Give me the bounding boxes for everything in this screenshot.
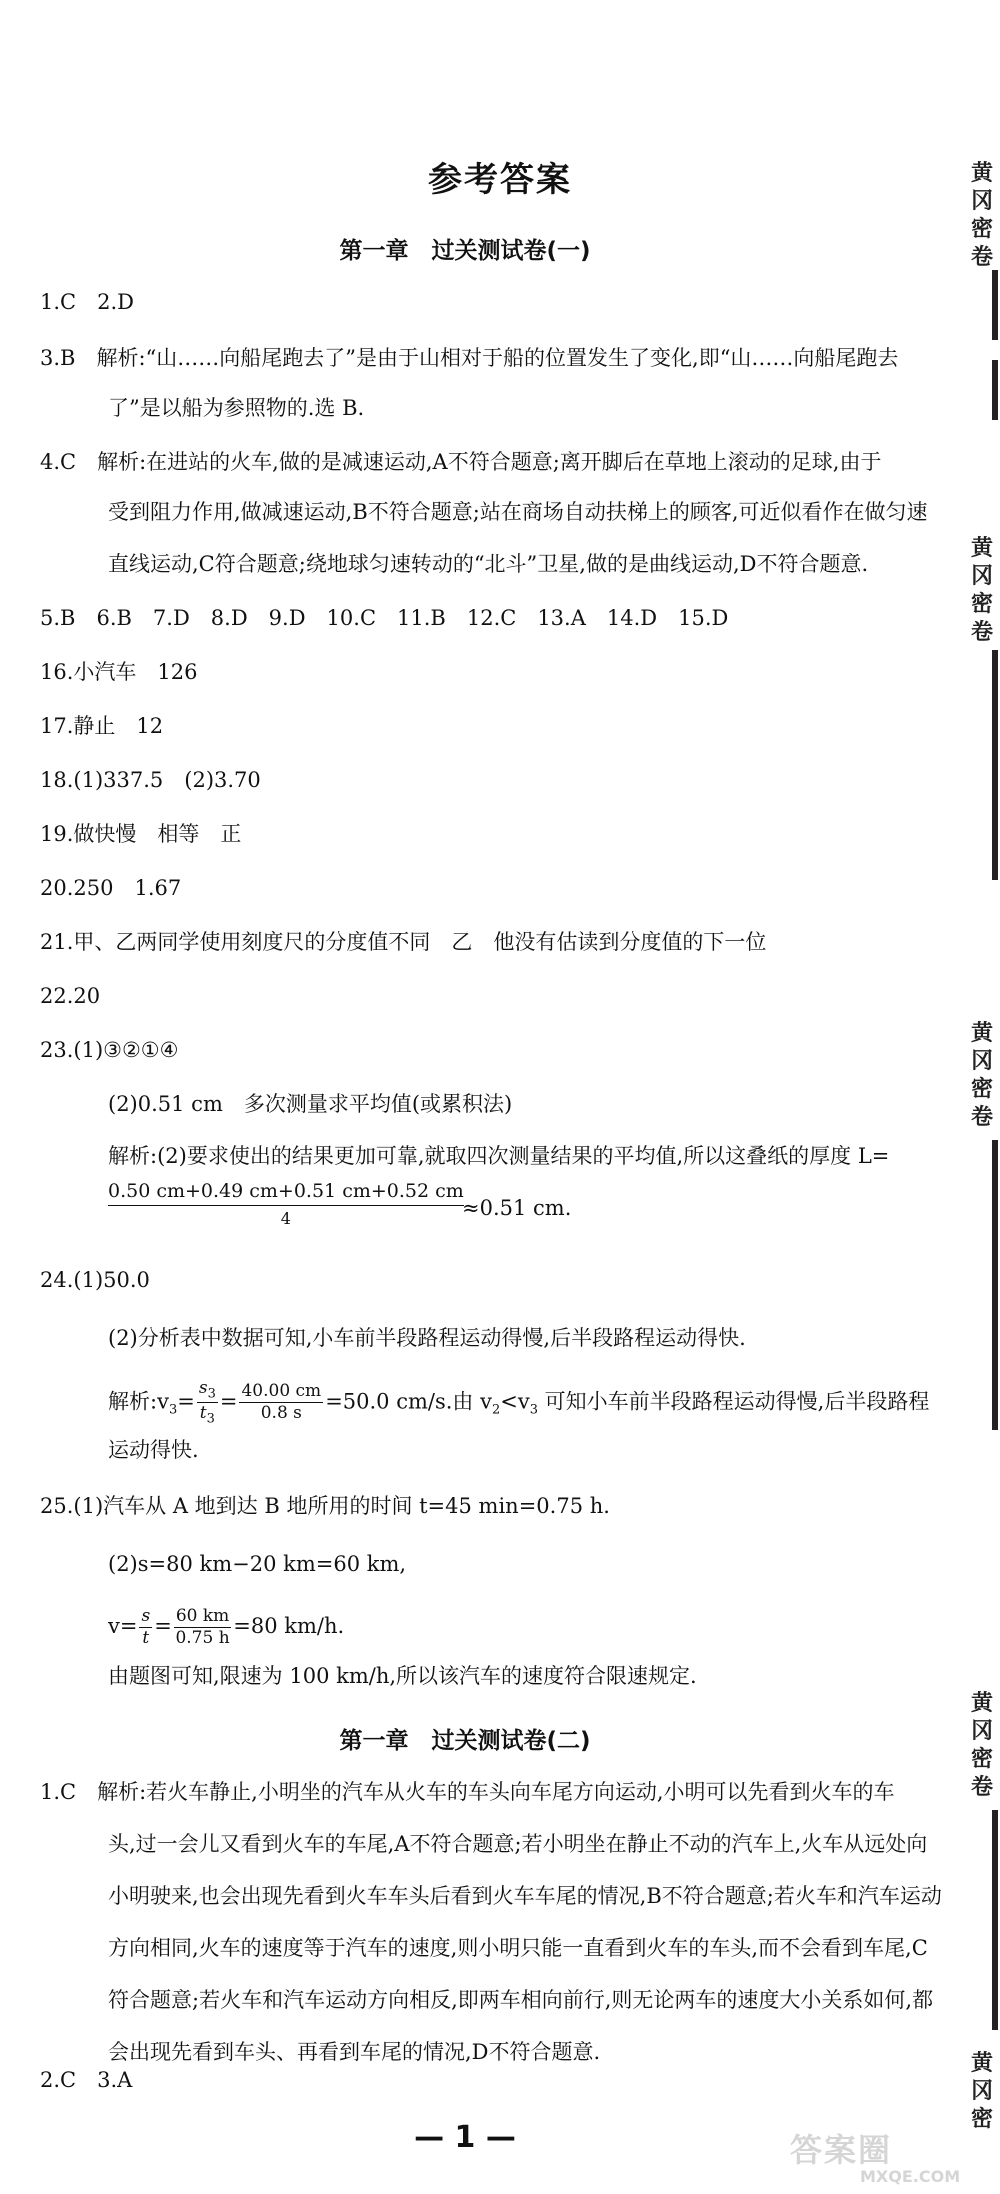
- watermark-url: MXQE.COM: [860, 2167, 961, 2186]
- side-bar-mark: [992, 1140, 998, 1430]
- answer-line-formula: 解析$:v_3=$ $\frac{s_3}{t_3}$ = $\frac{40.00 cm}{0.8 s}$ =50.0 cm/s.由 $v_2<v_3$ 可知小车前半段路程运动得慢,后半段路程: [108, 1378, 930, 1427]
- answer-line: 运动得快.: [108, 1438, 199, 1462]
- fraction: $\frac{s_3}{t_3}$: [198, 1378, 216, 1427]
- answer-line: 18.(1)337.5 (2)3.70: [40, 768, 261, 792]
- answer-line: 1.C 2.D: [40, 290, 134, 314]
- fraction-numerator: 0.50 cm+0.49 cm+0.51 cm+0.52 cm: [108, 1180, 464, 1206]
- answer-line: 由题图可知,限速为 100 km/h,所以该汽车的速度符合限速规定.: [108, 1664, 697, 1688]
- answer-line: 4.C 解析:在进站的火车,做的是减速运动,A不符合题意;离开脚后在草地上滚动的足球,由于: [40, 450, 882, 474]
- chapter-heading-2: 第一章 过关测试卷(二): [339, 1728, 591, 1754]
- fraction: $\frac{40.00 cm}{0.8 s}$: [241, 1381, 322, 1424]
- answer-line: ≈0.51 cm.: [462, 1196, 572, 1220]
- answer-line: 直线运动,C符合题意;绕地球匀速转动的“北斗”卫星,做的是曲线运动,D不符合题意.: [108, 552, 869, 576]
- page-number: — 1 —: [414, 2120, 516, 2155]
- fraction: $\frac{60 km}{0.75 h}$: [175, 1606, 230, 1648]
- answer-line: (2)分析表中数据可知,小车前半段路程运动得慢,后半段路程运动得快.: [108, 1326, 746, 1350]
- fraction-formula: [108, 1180, 464, 1228]
- answer-line: 19.做快慢 相等 正: [40, 822, 242, 846]
- answer-line: 小明驶来,也会出现先看到火车车头后看到火车车尾的情况,B不符合题意;若火车和汽车运动: [108, 1884, 942, 1908]
- side-binding-strip: [962, 150, 1000, 2132]
- answer-line: 23.(1)③②①④: [40, 1038, 179, 1062]
- watermark-logo: 答案圈: [790, 2131, 893, 2169]
- answer-line: (2)0.51 cm 多次测量求平均值(或累积法): [108, 1092, 513, 1116]
- answer-line: 20.250 1.67: [40, 876, 182, 900]
- site-watermark: [790, 2125, 990, 2185]
- side-bar-mark: [992, 1810, 998, 2030]
- answer-line: 21.甲、乙两同学使用刻度尺的分度值不同 乙 他没有估读到分度值的下一位: [40, 930, 767, 954]
- answer-line: 会出现先看到车头、再看到车尾的情况,D不符合题意.: [108, 2040, 601, 2064]
- answer-line: 24.(1)50.0: [40, 1268, 150, 1292]
- side-bar-mark: [992, 650, 998, 880]
- side-seal-stamp: 黄 冈 密 卷: [970, 1691, 993, 1800]
- answer-line: 头,过一会儿又看到火车的车尾,A不符合题意;若小明坐在静止不动的汽车上,火车从远处向: [108, 1832, 928, 1856]
- side-seal-stamp: 黄 冈 密 卷: [970, 1021, 993, 1130]
- side-seal-stamp: 黄 冈 密: [970, 2051, 993, 2132]
- answer-line: 解析:(2)要求使出的结果更加可靠,就取四次测量结果的平均值,所以这叠纸的厚度 L=: [108, 1144, 890, 1168]
- fraction: $\frac{s}{t}$: [141, 1606, 151, 1648]
- side-seal-stamp: 黄 冈 密 卷: [970, 161, 993, 270]
- answer-line: 25.(1)汽车从 A 地到达 B 地所用的时间 t=45 min=0.75 h.: [40, 1494, 610, 1518]
- answer-line-formula: v= $\frac{s}{t}$ = $\frac{60 km}{0.75 h}$ =80 km/h.: [108, 1606, 345, 1648]
- side-bar-mark: [992, 360, 998, 420]
- chapter-heading-1: 第一章 过关测试卷(一): [339, 238, 591, 264]
- answer-line: (2)s=80 km−20 km=60 km,: [108, 1552, 407, 1576]
- answer-line: 受到阻力作用,做减速运动,B不符合题意;站在商场自动扶梯上的顾客,可近似看作在做匀速: [108, 500, 928, 524]
- side-seal-stamp: 黄 冈 密 卷: [970, 536, 993, 645]
- page-title: 参考答案: [428, 160, 572, 200]
- answer-line: 方向相同,火车的速度等于汽车的速度,则小明只能一直看到火车的车头,而不会看到车尾,C: [108, 1936, 928, 1960]
- answer-line: 1.C 解析:若火车静止,小明坐的汽车从火车的车头向车尾方向运动,小明可以先看到火车的车: [40, 1780, 895, 1804]
- answer-line: 2.C 3.A: [40, 2068, 133, 2092]
- answer-line: 符合题意;若火车和汽车运动方向相反,即两车相向前行,则无论两车的速度大小关系如何,都: [108, 1988, 934, 2012]
- side-bar-mark: [992, 270, 998, 340]
- answer-line: 22.20: [40, 984, 101, 1008]
- answer-line: 16.小汽车 126: [40, 660, 198, 684]
- answer-line: 了”是以船为参照物的.选 B.: [108, 396, 365, 420]
- answer-line: 5.B 6.B 7.D 8.D 9.D 10.C 11.B 12.C 13.A 14.D 15.D: [40, 606, 729, 630]
- answer-line: 3.B 解析:“山……向船尾跑去了”是由于山相对于船的位置发生了变化,即“山……向船尾跑去: [40, 346, 899, 370]
- fraction-denominator: 4: [280, 1209, 291, 1228]
- answer-line: 17.静止 12: [40, 714, 164, 738]
